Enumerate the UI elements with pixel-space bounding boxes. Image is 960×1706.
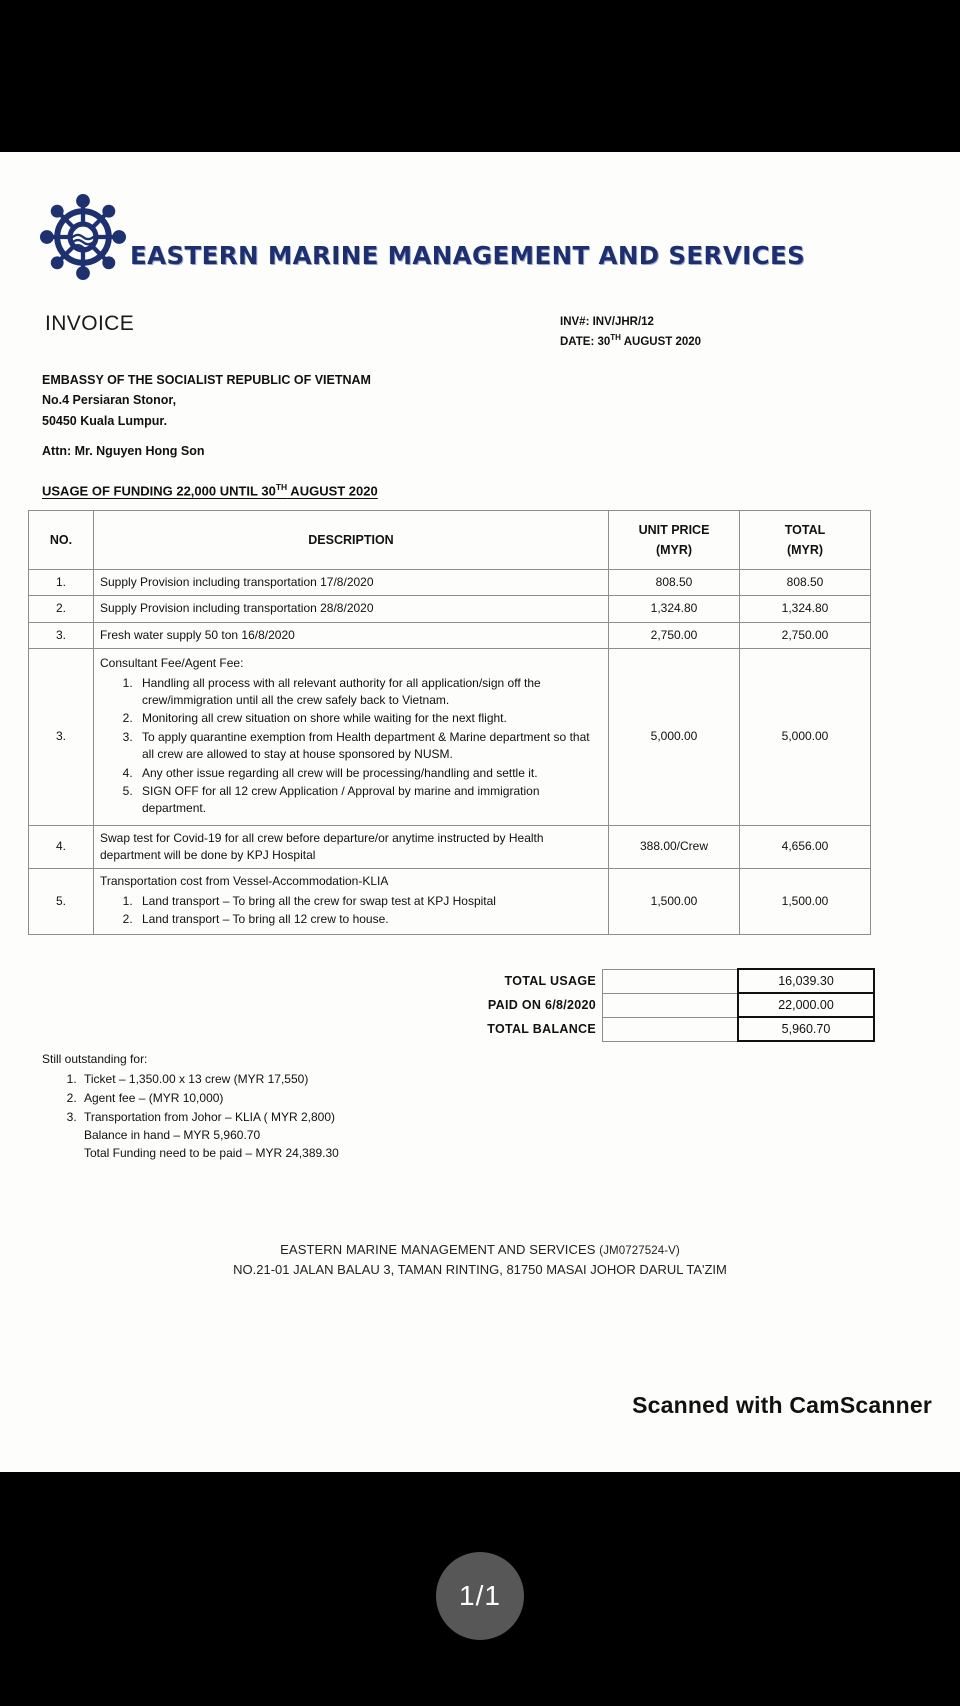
row-total: 4,656.00 bbox=[740, 825, 871, 869]
page-indicator: 1/1 bbox=[436, 1552, 524, 1640]
outstanding-section bbox=[42, 1050, 339, 1163]
addressee-line-1: EMBASSY OF THE SOCIALIST REPUBLIC OF VIETNAM bbox=[42, 373, 371, 387]
row-description: Swap test for Covid-19 for all crew before departure/or anytime instructed by Health department will be done by KPJ Hospital bbox=[94, 825, 609, 869]
column-header-total bbox=[740, 511, 871, 570]
totals-row bbox=[28, 993, 874, 1017]
invoice-table bbox=[28, 510, 871, 935]
row-number: 5. bbox=[29, 869, 94, 934]
outstanding-item-text: Transportation from Johor – KLIA ( MYR 2,800) bbox=[84, 1110, 335, 1124]
row-number: 1. bbox=[29, 570, 94, 596]
invoice-date-suffix: AUGUST 2020 bbox=[620, 335, 702, 348]
outstanding-item: 1. Ticket – 1,350.00 x 13 crew (MYR 17,550) bbox=[80, 1070, 339, 1088]
row-description-title: Transportation cost from Vessel-Accommodation-KLIA bbox=[100, 874, 389, 889]
ships-wheel-logo-icon bbox=[40, 194, 126, 280]
row-sub-item: 2. Monitoring all crew situation on shore while waiting for the next flight. bbox=[136, 710, 602, 727]
table-row bbox=[29, 596, 871, 622]
row-sub-item: 2. Land transport – To bring all 12 crew to house. bbox=[136, 911, 602, 928]
row-description: Fresh water supply 50 ton 16/8/2020 bbox=[94, 622, 609, 648]
addressee-line-3: 50450 Kuala Lumpur. bbox=[42, 413, 168, 428]
row-unit-price: 5,000.00 bbox=[609, 649, 740, 826]
row-description bbox=[94, 869, 609, 934]
company-name: EASTERN MARINE MANAGEMENT AND SERVICES bbox=[130, 241, 806, 270]
outstanding-item bbox=[80, 1108, 339, 1162]
column-header-unit-price bbox=[609, 511, 740, 570]
column-header-total-line2: (MYR) bbox=[786, 543, 824, 557]
row-unit-price: 1,500.00 bbox=[609, 869, 740, 934]
row-sub-list bbox=[100, 675, 602, 818]
subject-line bbox=[42, 482, 378, 498]
row-description: Supply Provision including transportation 17/8/2020 bbox=[94, 570, 609, 596]
totals-label: TOTAL USAGE bbox=[504, 974, 596, 988]
outstanding-item: 2. Agent fee – (MYR 10,000) bbox=[80, 1089, 339, 1107]
totals-label: TOTAL BALANCE bbox=[487, 1022, 596, 1036]
column-header-description: DESCRIPTION bbox=[94, 511, 609, 570]
totals-blank-cell bbox=[603, 993, 739, 1017]
footer-company-line bbox=[0, 1240, 960, 1260]
row-unit-price: 2,750.00 bbox=[609, 622, 740, 648]
row-unit-price: 1,324.80 bbox=[609, 596, 740, 622]
row-total: 2,750.00 bbox=[740, 622, 871, 648]
letterhead bbox=[40, 194, 840, 276]
camscanner-watermark: Scanned with CamScanner bbox=[632, 1392, 932, 1418]
document-page-inner bbox=[0, 152, 960, 1472]
document-footer bbox=[0, 1240, 960, 1280]
subject-prefix: USAGE OF FUNDING 22,000 UNTIL 30 bbox=[42, 483, 276, 499]
totals-table bbox=[28, 968, 875, 1042]
totals-value: 5,960.70 bbox=[738, 1017, 874, 1041]
invoice-table-head bbox=[29, 511, 871, 570]
column-header-no: NO. bbox=[29, 511, 94, 570]
attention-line: Attn: Mr. Nguyen Hong Son bbox=[42, 444, 205, 458]
row-total: 808.50 bbox=[740, 570, 871, 596]
table-row bbox=[29, 825, 871, 869]
totals-value: 22,000.00 bbox=[738, 993, 874, 1017]
row-number: 2. bbox=[29, 596, 94, 622]
row-description: Supply Provision including transportation 28/8/2020 bbox=[94, 596, 609, 622]
footer-registration-number: (JM0727524-V) bbox=[599, 1245, 680, 1257]
table-row bbox=[29, 869, 871, 934]
totals-blank-cell bbox=[603, 969, 739, 993]
column-header-total-line1: TOTAL bbox=[784, 523, 826, 537]
totals-label: PAID ON 6/8/2020 bbox=[487, 998, 596, 1012]
invoice-date bbox=[560, 332, 701, 352]
footer-company-name: EASTERN MARINE MANAGEMENT AND SERVICES bbox=[280, 1242, 596, 1257]
row-sub-item: 4. Any other issue regarding all crew will be processing/handling and settle it. bbox=[136, 765, 602, 782]
page-title: INVOICE bbox=[45, 312, 135, 335]
totals-row bbox=[28, 969, 874, 993]
row-sub-item: 3. To apply quarantine exemption from Health department & Marine department so that all crew are allowed to stay at house sponsored by NUSM. bbox=[136, 729, 602, 764]
addressee-line-2: No.4 Persiaran Stonor, bbox=[42, 393, 177, 408]
document-page bbox=[0, 152, 960, 1472]
column-header-unit-price-line2: (MYR) bbox=[655, 543, 693, 557]
row-sub-item: 1. Handling all process with all relevant authority for all application/sign off the crew/immigration until all the crew safely back to Vietnam. bbox=[136, 675, 602, 710]
row-total: 1,324.80 bbox=[740, 596, 871, 622]
totals-blank-cell bbox=[603, 1017, 739, 1041]
row-number: 4. bbox=[29, 825, 94, 869]
totals-row bbox=[28, 1017, 874, 1041]
row-unit-price: 808.50 bbox=[609, 570, 740, 596]
column-header-unit-price-line1: UNIT PRICE bbox=[638, 523, 710, 537]
invoice-meta bbox=[560, 314, 701, 351]
invoice-date-prefix: DATE: 30 bbox=[560, 335, 611, 348]
subject-ordinal: TH bbox=[275, 482, 288, 492]
outstanding-heading: Still outstanding for: bbox=[42, 1052, 148, 1066]
footer-address-line: NO.21-01 JALAN BALAU 3, TAMAN RINTING, 81750 MASAI JOHOR DARUL TA'ZIM bbox=[233, 1262, 727, 1278]
invoice-date-ordinal: TH bbox=[610, 332, 621, 342]
subject-suffix: AUGUST 2020 bbox=[287, 483, 378, 499]
row-description-title: Consultant Fee/Agent Fee: bbox=[100, 656, 244, 671]
row-sub-list bbox=[100, 893, 602, 929]
row-number: 3. bbox=[29, 622, 94, 648]
row-sub-item: 5. SIGN OFF for all 12 crew Application / Approval by marine and immigration department. bbox=[136, 783, 602, 818]
table-row bbox=[29, 570, 871, 596]
table-header-row bbox=[29, 511, 871, 570]
invoice-table-body bbox=[29, 570, 871, 935]
outstanding-extra-line: Balance in hand – MYR 5,960.70 bbox=[84, 1128, 261, 1142]
row-description bbox=[94, 649, 609, 826]
table-row bbox=[29, 649, 871, 826]
addressee-block bbox=[42, 370, 371, 431]
row-total: 5,000.00 bbox=[740, 649, 871, 826]
outstanding-list bbox=[42, 1070, 339, 1162]
row-unit-price: 388.00/Crew bbox=[609, 825, 740, 869]
invoice-number: INV#: INV/JHR/12 bbox=[560, 316, 654, 328]
row-sub-item: 1. Land transport – To bring all the crew for swap test at KPJ Hospital bbox=[136, 893, 602, 910]
totals-value: 16,039.30 bbox=[738, 969, 874, 993]
totals-table-body bbox=[28, 969, 874, 1041]
table-row bbox=[29, 622, 871, 648]
row-total: 1,500.00 bbox=[740, 869, 871, 934]
row-number: 3. bbox=[29, 649, 94, 826]
outstanding-extra-line: Total Funding need to be paid – MYR 24,389.30 bbox=[84, 1146, 339, 1160]
